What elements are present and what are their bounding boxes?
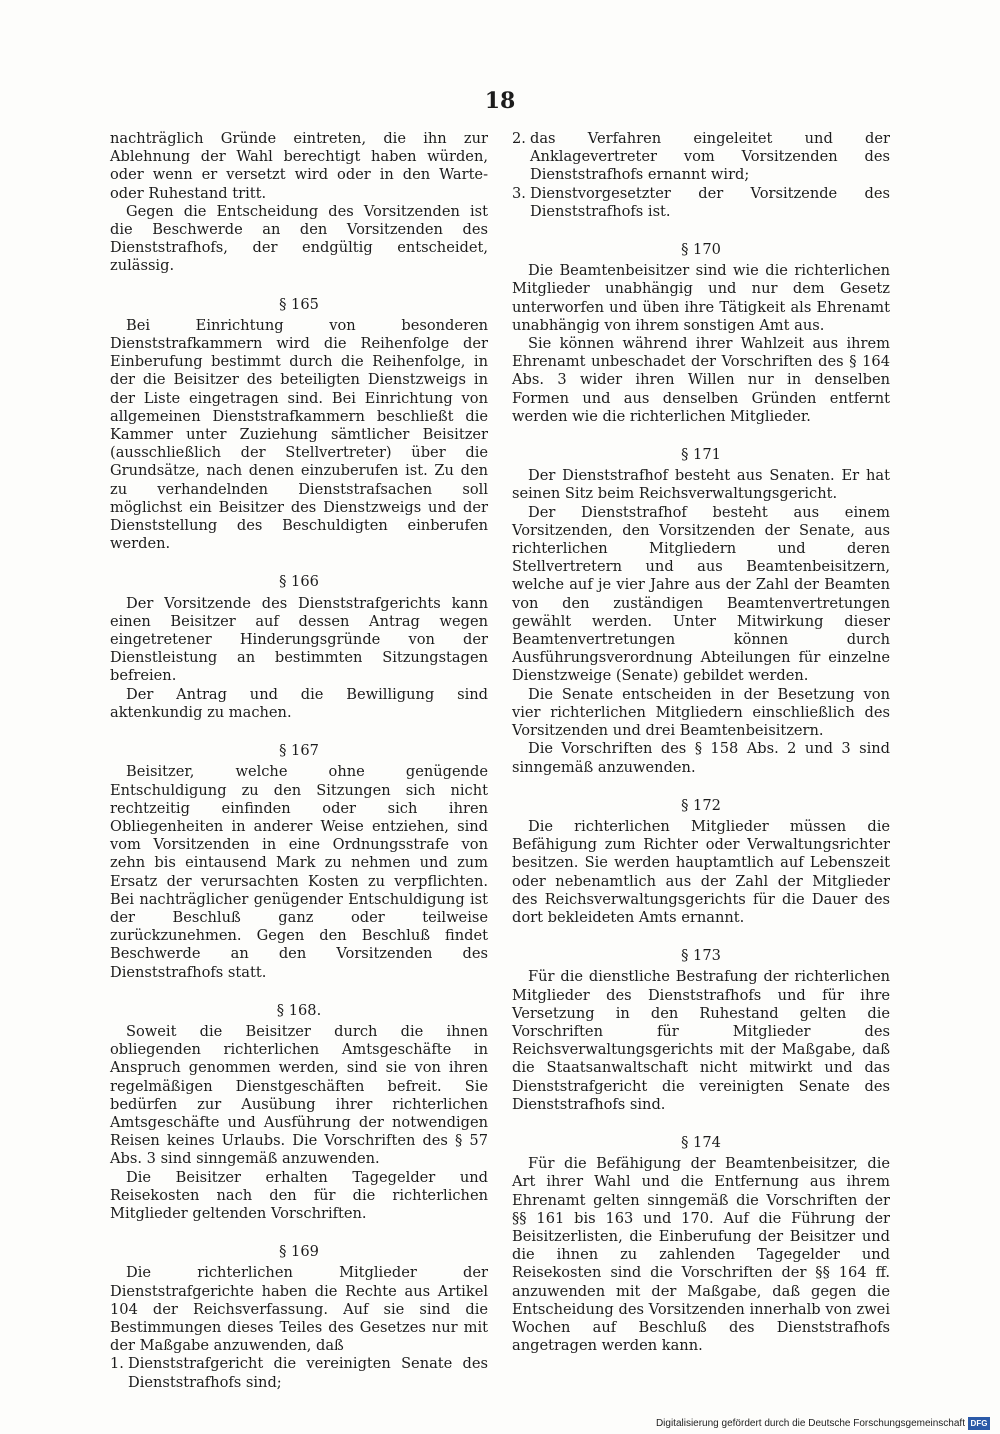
- section-heading-171: § 171: [681, 446, 721, 464]
- section-heading-173: § 173: [681, 947, 721, 965]
- section-heading-166: § 166: [279, 573, 319, 591]
- section-heading-167: § 167: [279, 742, 319, 760]
- section-173-text: Für die dienstliche Bestrafung der richterlichen Mitglieder des Dienststrafhofs und für ihre Versetzung in den Ruhestand gelten die Vorschriften für Mitglieder des Reichsverwaltungsgerichts mit der Maßgabe, daß die Staatsanwaltschaft nicht mitwirkt und das Dienststrafgericht die vereinigten Senate des Dienststrafhofs sind.: [512, 968, 890, 1113]
- section-heading-174: § 174: [681, 1133, 721, 1151]
- section-heading-168: § 168.: [276, 1001, 322, 1019]
- section-167-text: Beisitzer, welche ohne genügende Entschuldigung zu den Sitzungen sich nicht rechtzeitig einfinden oder sich ihren Obliegenheiten in anderer Weise entziehen, sind vom Vorsitzenden in eine Ordnungsstrafe von zehn bis eintausend Mark zu nehmen und zum Ersatz der verursachten Kosten zu verpflichten. Bei nachträglicher genügender Entschuldigung ist der Beschluß ganz oder teilweise zurückzunehmen. Gegen den Beschluß findet Beschwerde an den Vorsitzenden des Dienststrafhofs statt.: [110, 763, 488, 981]
- list-number: 1.: [110, 1355, 124, 1373]
- section-171-paragraph-1: Der Dienststrafhof besteht aus Senaten. Er hat seinen Sitz beim Reichsverwaltungsgericht.: [512, 467, 890, 503]
- section-168-paragraph-1: Soweit die Beisitzer durch die ihnen obliegenden richterlichen Amtsgeschäfte in Anspruch genommen werden, sind sie von ihren regelmäßigen Dienstgeschäften befreit. Sie bedürfen zur Ausübung ihrer richterlichen Amtsgeschäfte und Ausführung der notwendigen Reisen keines Urlaubs. Die Vorschriften des § 57 Abs. 3 sind sinngemäß anzuwenden.: [110, 1022, 488, 1168]
- section-171-paragraph-4: Die Vorschriften des § 158 Abs. 2 und 3 sind sinngemäß anzuwenden.: [512, 740, 890, 776]
- section-165-text: Bei Einrichtung von besonderen Dienststrafkammern wird die Reihenfolge der Einberufung bestimmt durch die Reihenfolge, in der die Beisitzer des beteiligten Dienstzweigs in der Liste eingetragen sind. Bei Einrichtung von allgemeinen Dienststrafkammern beschließt die Kammer unter Zuziehung sämtlicher Beisitzer (ausschließlich der Stellvertreter) über die Grundsätze, nach denen einzuberufen ist. Zu den zu verhandelnden Dienststrafsachen soll möglichst ein Beisitzer des Dienstzweigs und der Dienststellung des Beschuldigten einberufen werden.: [110, 316, 488, 553]
- list-text: Dienststrafgericht die vereinigten Senate des Dienststrafhofs sind;: [128, 1355, 488, 1391]
- section-171-paragraph-3: Die Senate entscheiden in der Besetzung von vier richterlichen Mitgliedern einschließlich des Vorsitzenden und drei Beamtenbeisitzern.: [512, 685, 890, 740]
- section-174-text: Für die Befähigung der Beamtenbeisitzer, die Art ihrer Wahl und die Entfernung aus ihrem Ehrenamt gelten sinngemäß die Vorschriften der §§ 161 bis 163 und 170. Auf die Führung der Beisitzerlisten, die Einberufung der Beisitzer und die ihnen zu zahlenden Tagegelder und Reisekosten sind die Vorschriften der §§ 164 ff. anzuwenden mit der Maßgabe, daß gegen die Entscheidung des Vorsitzenden innerhalb von zwei Wochen auf Beschluß des Dienststrafhofs angetragen werden kann.: [512, 1155, 890, 1355]
- paragraph-continuation: nachträglich Gründe eintreten, die ihn zur Ablehnung der Wahl berechtigt haben würden, oder wenn er versetzt wird oder in den Warte- oder Ruhestand tritt.: [110, 130, 488, 202]
- paragraph: Gegen die Entscheidung des Vorsitzenden ist die Beschwerde an den Vorsitzenden des Dienststrafhofs, der endgültig entscheidet, zulässig.: [110, 202, 488, 275]
- list-text: das Verfahren eingeleitet und der Anklagevertreter vom Vorsitzenden des Dienststrafhofs ernannt wird;: [530, 130, 890, 184]
- section-170-paragraph-2: Sie können während ihrer Wahlzeit aus ihrem Ehrenamt unbeschadet der Vorschriften des § 164 Abs. 3 wider ihren Willen nur in denselben Formen und aus denselben Gründen entfernt werden wie die richterlichen Mitglieder.: [512, 335, 890, 425]
- section-170-paragraph-1: Die Beamtenbeisitzer sind wie die richterlichen Mitglieder unabhängig und nur dem Gesetz unterworfen und üben ihre Tätigkeit als Ehrenamt unabhängig von ihrem sonstigen Amt aus.: [512, 262, 890, 334]
- left-column: [110, 130, 488, 1392]
- section-heading-165: § 165: [279, 295, 319, 313]
- section-166-paragraph-2: Der Antrag und die Bewilligung sind aktenkundig zu machen.: [110, 685, 488, 721]
- section-heading-170: § 170: [681, 241, 721, 259]
- section-heading-169: § 169: [279, 1243, 319, 1261]
- list-item: [512, 130, 890, 185]
- right-column: [512, 130, 890, 1355]
- section-166-paragraph-1: Der Vorsitzende des Dienststrafgerichts kann einen Beisitzer auf dessen Antrag wegen eingetretener Hinderungsgründe von der Dienstleistung an bestimmten Sitzungstagen befreien.: [110, 594, 488, 685]
- section-171-paragraph-2: Der Dienststrafhof besteht aus einem Vorsitzenden, den Vorsitzenden der Senate, aus richterlichen Mitgliedern und deren Stellvertretern und aus Beamtenbeisitzern, welche auf je vier Jahre aus der Zahl der Beamten von den zuständigen Beamtenvertretungen gewählt werden. Unter Mitwirkung dieser Beamtenvertretungen können durch Ausführungsverordnung Abteilungen für einzelne Dienstzweige (Senate) gebildet werden.: [512, 503, 890, 685]
- page-number: 18: [484, 88, 516, 114]
- footer: [656, 1417, 990, 1430]
- list-text: Dienstvorgesetzter der Vorsitzende des Dienststrafhofs ist.: [530, 184, 890, 220]
- list-item: [512, 185, 890, 221]
- footer-text: Digitalisierung gefördert durch die Deutsche Forschungsgemeinschaft: [655, 1418, 965, 1429]
- section-172-text: Die richterlichen Mitglieder müssen die Befähigung zum Richter oder Verwaltungsrichter besitzen. Sie werden hauptamtlich auf Lebenszeit oder nebenamtlich aus der Zahl der Mitglieder des Reichsverwaltungsgerichts für die Dauer des dort bekleideten Amts ernannt.: [512, 817, 890, 926]
- section-169-text: Die richterlichen Mitglieder der Dienststrafgerichte haben die Rechte aus Artikel 104 der Reichsverfassung. Auf sie sind die Bestimmungen dieses Teiles des Gesetzes nur mit der Maßgabe anzuwenden, daß: [110, 1264, 488, 1355]
- list-item: [110, 1355, 488, 1391]
- list-number: 3.: [512, 184, 526, 202]
- section-168-paragraph-2: Die Beisitzer erhalten Tagegelder und Reisekosten nach den für die richterlichen Mitglieder geltenden Vorschriften.: [110, 1168, 488, 1222]
- dfg-logo: DFG: [968, 1417, 990, 1430]
- list-number: 2.: [512, 130, 526, 147]
- section-heading-172: § 172: [681, 796, 721, 814]
